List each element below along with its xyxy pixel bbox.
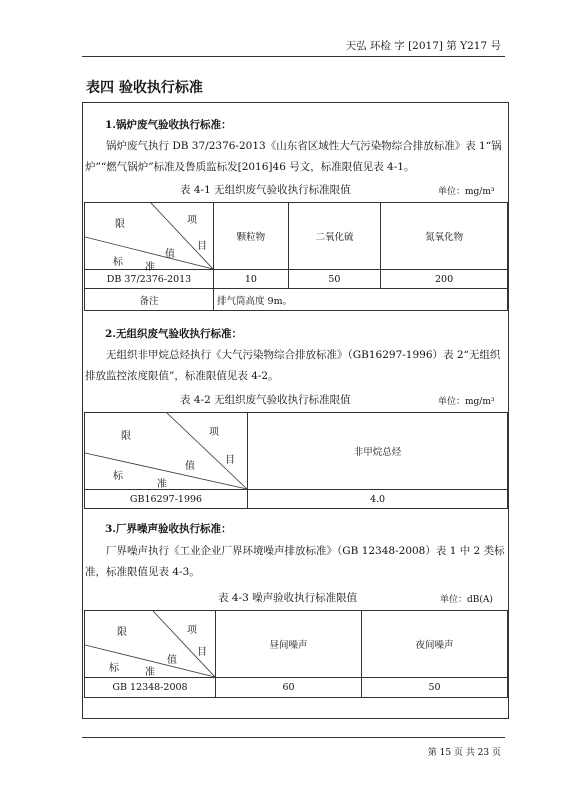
diag-label-zhun: 准 <box>157 479 167 490</box>
table-4-3-caption: 表 4-3 噪声验收执行标准限值 <box>218 592 358 604</box>
table-4-2-unit: 单位：mg/m³ <box>438 397 495 407</box>
col-header: 夜间噪声 <box>362 611 508 678</box>
page-number: 第 15 页 共 23 页 <box>427 748 501 758</box>
diag-label-zhun: 准 <box>145 262 155 273</box>
row-standard: GB16297-1996 <box>85 490 248 509</box>
diag-label-zhi: 值 <box>165 249 175 260</box>
row-value: 50 <box>288 270 380 289</box>
note-text: 排气筒高度 9m。 <box>214 289 508 311</box>
diag-label-biao: 标 <box>113 257 123 268</box>
row-standard: GB 12348-2008 <box>85 678 216 698</box>
section-title: 表四 验收执行标准 <box>86 80 203 96</box>
part3-heading: 3.厂界噪声验收执行标准： <box>105 523 232 535</box>
part2-heading: 2.无组织废气验收执行标准： <box>105 328 242 340</box>
diag-label-xian: 限 <box>121 431 131 442</box>
col-header: 昼间噪声 <box>216 611 362 678</box>
diag-label-xiang: 项 <box>187 215 197 226</box>
table-4-1-unit: 单位：mg/m³ <box>438 187 495 197</box>
diag-label-mu: 目 <box>197 241 207 252</box>
diag-label-mu: 目 <box>225 455 235 466</box>
row-value: 4.0 <box>248 490 508 509</box>
diag-label-xiang: 项 <box>187 625 197 636</box>
row-standard: DB 37/2376-2013 <box>85 270 214 289</box>
col-header: 颗粒物 <box>214 203 289 270</box>
part1-paragraph: 锅炉废气执行 DB 37/2376-2013《山东省区域性大气污染物综合排放标准》表 1“锅炉”“燃气锅炉”标准及鲁质监标发[2016]46 号文，标准限值见表 4-1。 <box>85 140 502 173</box>
diag-label-biao: 标 <box>109 663 119 674</box>
col-header: 二氧化硫 <box>288 203 380 270</box>
header-divider <box>82 56 505 57</box>
part2-paragraph: 无组织非甲烷总烃执行《大气污染物综合排放标准》（GB16297-1996）表 2“无组织排放监控浓度限值”，标准限值见表 4-2。 <box>85 349 501 382</box>
document-id: 天弘 环检 字 [2017] 第 Y217 号 <box>345 40 501 52</box>
row-value: 50 <box>362 678 508 698</box>
row-value: 200 <box>381 270 508 289</box>
table-4-3-unit: 单位：dB(A) <box>440 595 493 605</box>
table-4-2 <box>84 412 508 509</box>
diagonal-header-cell <box>85 413 248 490</box>
diagonal-header-cell <box>85 203 214 273</box>
table-4-2-caption: 表 4-2 无组织废气验收执行标准限值 <box>180 394 351 406</box>
col-header: 非甲烷总烃 <box>248 413 508 490</box>
diag-label-xiang: 项 <box>209 427 219 438</box>
table-4-3 <box>84 610 508 698</box>
row-value: 60 <box>216 678 362 698</box>
part1-heading: 1.锅炉废气验收执行标准： <box>105 119 232 131</box>
diag-label-xian: 限 <box>115 219 125 230</box>
diag-label-biao: 标 <box>113 471 123 482</box>
diag-label-zhi: 值 <box>185 461 195 472</box>
diag-label-xian: 限 <box>117 627 127 638</box>
diagonal-header-cell <box>85 611 216 678</box>
diag-label-mu: 目 <box>197 647 207 658</box>
note-label: 备注 <box>85 289 214 311</box>
col-header: 氮氧化物 <box>381 203 508 270</box>
row-value: 10 <box>214 270 289 289</box>
diag-label-zhi: 值 <box>167 655 177 666</box>
part3-paragraph: 厂界噪声执行《工业企业厂界环境噪声排放标准》（GB 12348-2008）表 1 中 2 类标准，标准限值见表 4-3。 <box>85 545 505 578</box>
diag-label-zhun: 准 <box>145 667 155 678</box>
table-4-1-caption: 表 4-1 无组织废气验收执行标准限值 <box>180 184 351 196</box>
table-4-1 <box>84 202 508 311</box>
footer-divider <box>82 737 505 738</box>
